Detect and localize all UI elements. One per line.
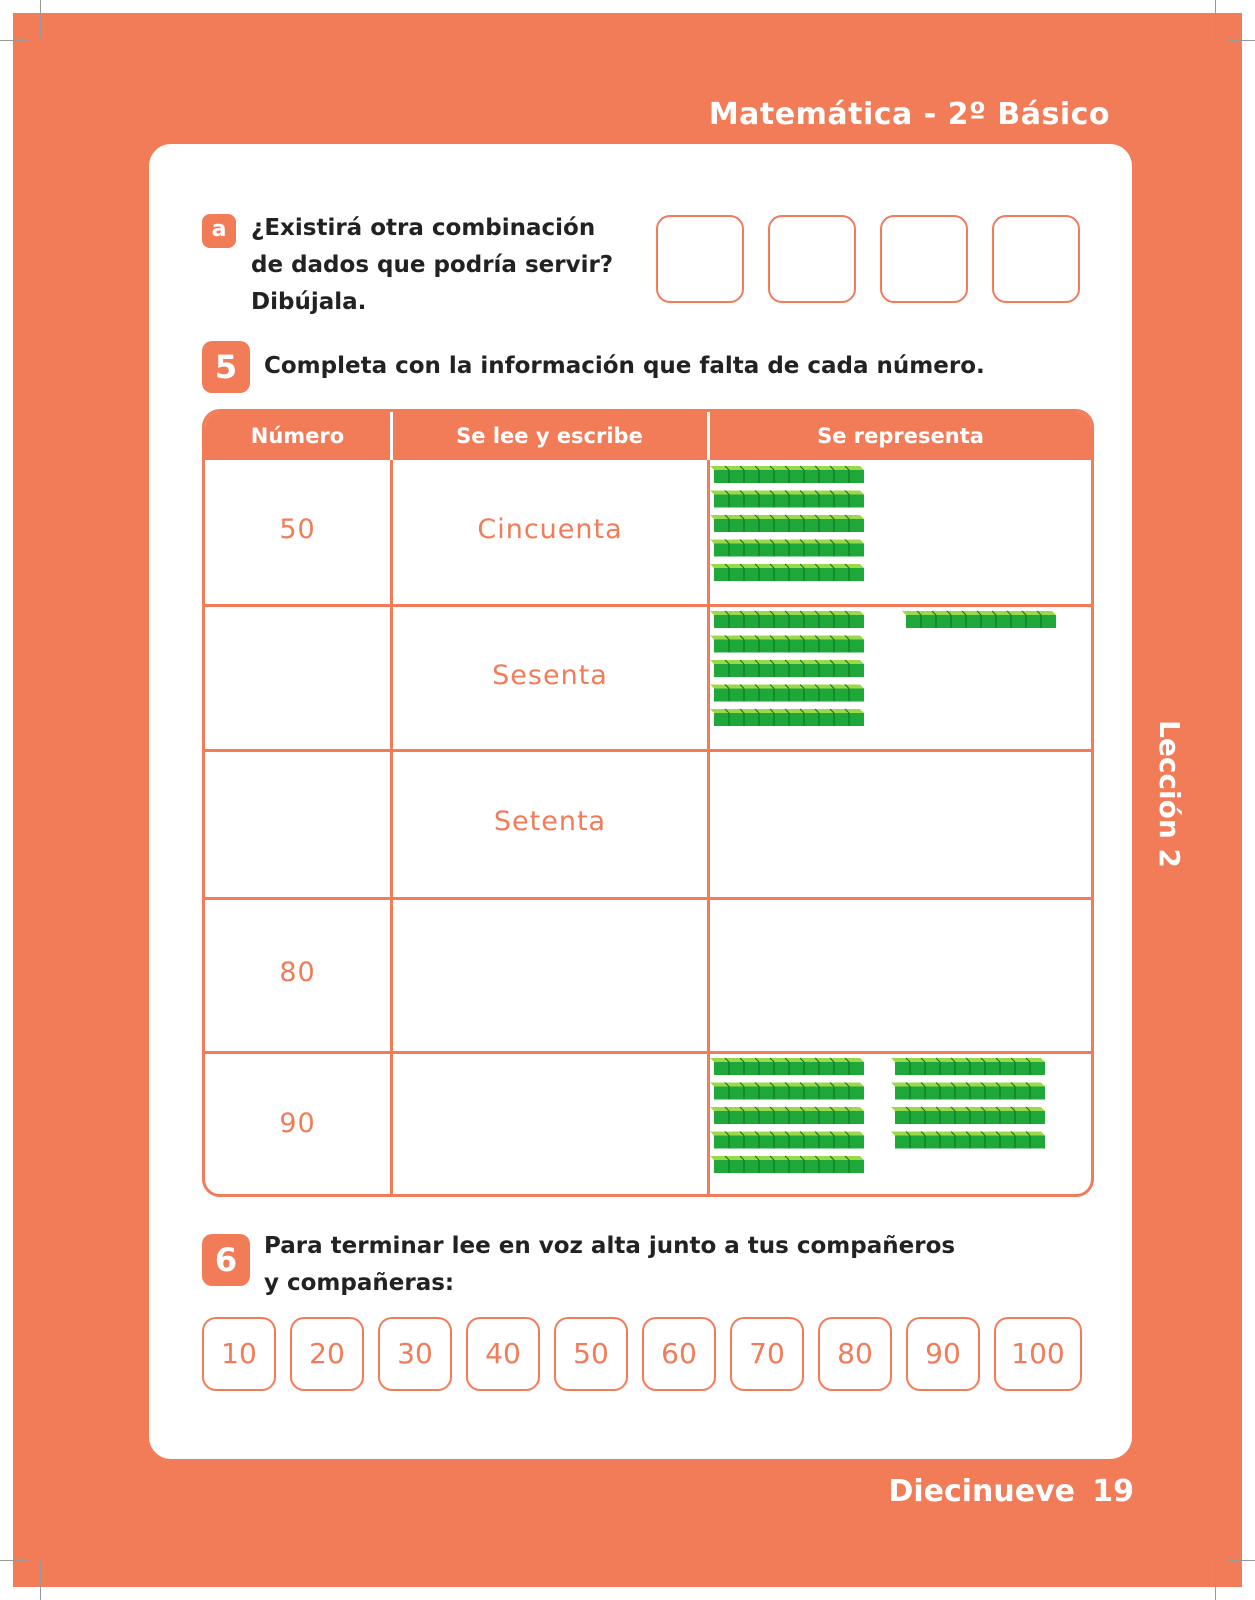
question-6-text (264, 1228, 955, 1302)
count-box: 60 (642, 1317, 716, 1391)
ten-rod (710, 515, 864, 532)
ten-rod (710, 636, 864, 653)
count-box: 20 (290, 1317, 364, 1391)
crop-mark (40, 1560, 41, 1600)
ten-rod (710, 660, 864, 677)
ten-rod (710, 1132, 864, 1149)
row-2-palabra: Sesenta (492, 660, 608, 691)
row-3-palabra: Setenta (493, 806, 607, 837)
crop-mark (1227, 40, 1255, 41)
header-se-lee: Se lee y escribe (456, 424, 643, 448)
numbers-table (202, 409, 1094, 1197)
count-box: 100 (994, 1317, 1082, 1391)
count-box: 80 (818, 1317, 892, 1391)
ten-rod (891, 1132, 1045, 1149)
count-box: 40 (466, 1317, 540, 1391)
question-6-line: Para terminar lee en voz alta junto a tus compañeros (264, 1233, 956, 1259)
ten-rod (710, 709, 864, 726)
dice-drawing-box[interactable] (880, 215, 968, 303)
crop-mark (40, 0, 41, 40)
row-1-numero: 50 (279, 514, 316, 545)
count-box: 70 (730, 1317, 804, 1391)
question-5-badge: 5 (202, 341, 250, 393)
ten-rod (710, 1083, 864, 1100)
ten-rod (891, 1058, 1045, 1075)
ten-rod (710, 685, 864, 702)
ten-rod (891, 1107, 1045, 1124)
page-number: 19 (1092, 1474, 1134, 1509)
row-1-palabra: Cincuenta (477, 514, 623, 545)
question-6-line: y compañeras: (264, 1270, 455, 1296)
count-box: 10 (202, 1317, 276, 1391)
dice-drawing-box[interactable] (656, 215, 744, 303)
ten-rod (710, 1107, 864, 1124)
ten-rod (891, 1083, 1045, 1100)
question-a-text (251, 210, 631, 321)
crop-mark (0, 40, 28, 41)
header-se-representa: Se representa (817, 424, 984, 448)
dice-drawing-box[interactable] (992, 215, 1080, 303)
lesson-tab: Lección 2 (1153, 720, 1186, 869)
ten-rod (902, 611, 1056, 628)
ten-rods-representation (205, 412, 1091, 1194)
count-box: 50 (554, 1317, 628, 1391)
crop-mark (0, 1560, 28, 1561)
ten-rod (710, 564, 864, 581)
count-box: 30 (378, 1317, 452, 1391)
ten-rod (710, 540, 864, 557)
ten-rod (710, 466, 864, 483)
ten-rod (710, 1156, 864, 1173)
ten-rod (710, 1058, 864, 1075)
crop-mark (1227, 1560, 1255, 1561)
crop-mark (1215, 0, 1216, 40)
count-box: 90 (906, 1317, 980, 1391)
question-5-text: Completa con la información que falta de cada número. (264, 353, 985, 379)
crop-mark (1215, 1560, 1216, 1600)
question-a-line: Dibújala. (251, 289, 367, 315)
header-numero: Número (250, 424, 345, 448)
question-a-line: ¿Existirá otra combinación (251, 215, 596, 241)
row-4-numero: 80 (279, 957, 316, 988)
question-a-line: de dados que podría servir? (251, 252, 614, 278)
row-5-numero: 90 (279, 1108, 316, 1139)
ten-rod (710, 491, 864, 508)
page-title: Matemática - 2º Básico (708, 97, 1110, 132)
question-6-badge: 6 (202, 1234, 250, 1286)
ten-rod (710, 611, 864, 628)
page-word: Diecinueve (888, 1474, 1075, 1509)
question-a-badge: a (202, 214, 236, 248)
dice-drawing-box[interactable] (768, 215, 856, 303)
